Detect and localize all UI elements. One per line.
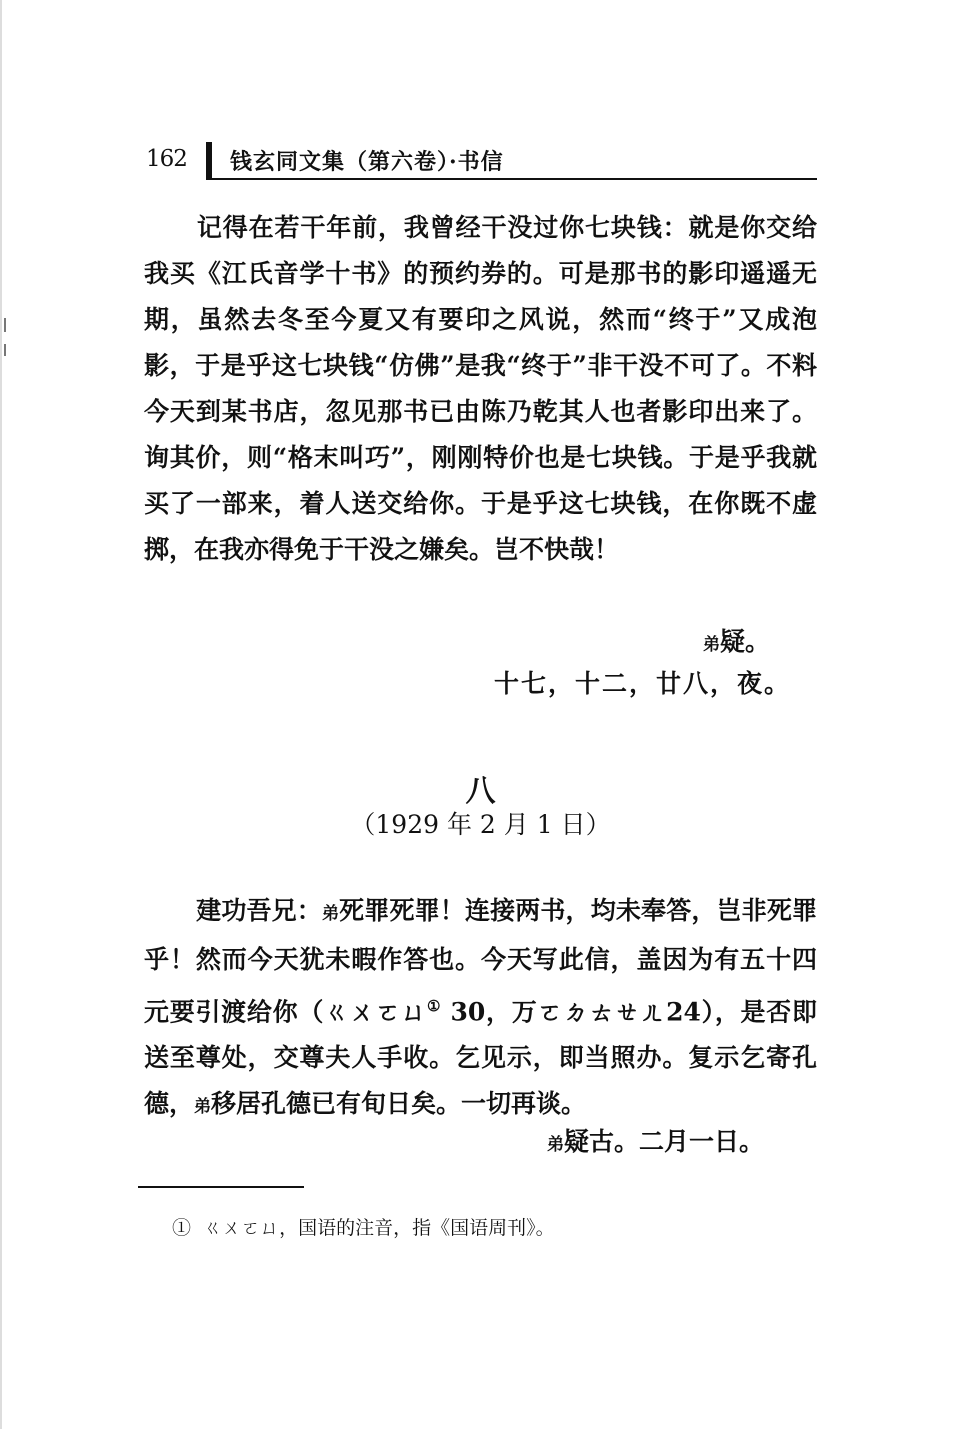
- section-date: （1929 年 2 月 1 日）: [350, 810, 611, 839]
- footnote-mark: ①: [172, 1217, 192, 1239]
- footnote-rule: [138, 1186, 304, 1188]
- section-number: 八: [465, 774, 496, 809]
- letter-seven-date: 十七，十二，廿八，夜。: [494, 669, 792, 698]
- letter-seven-signature: 弟疑。: [703, 627, 771, 656]
- scan-mark: [4, 318, 6, 332]
- page-number: 162: [146, 146, 187, 172]
- footnote-text: ㄍㄨㄛㄩ，国语的注音，指《国语周刊》。: [203, 1217, 555, 1239]
- footnote-ref: ①: [426, 997, 442, 1015]
- letter-seven-paragraph: [144, 205, 817, 573]
- page-header: [144, 140, 817, 182]
- footnote: [172, 1213, 555, 1240]
- header-bar: [206, 142, 212, 180]
- running-title: 钱玄同文集（第六卷）·书信: [230, 149, 504, 175]
- letter-eight-paragraph: 建功吾兄：弟死罪死罪！连接两书，均未奉答，岂非死罪乎！然而今天犹未暇作答也。今天写此信，盖因为有五十四元要引渡给你（ㄍㄨㄛㄩ① 30，万ㄛㄉㄊㄝㄦ24），是否即送至尊处，交尊夫人手收。乞见示，即当照办。复示乞寄孔德，弟移居孔德已有旬日矣。一切再谈。: [144, 896, 817, 1119]
- salutation: 建功吾兄：: [196, 896, 322, 925]
- header-rule: [206, 178, 817, 180]
- scan-mark: [4, 344, 6, 356]
- letter-eight-signature: 弟疑古。二月一日。: [547, 1127, 765, 1156]
- letter-seven-text: 记得在若干年前，我曾经干没过你七块钱：就是你交给我买《江氏音学十书》的预约券的。可是那书的影印遥遥无期，虽然去冬至今夏又有要印之风说，然而“终于”又成泡影，于是乎这七块钱“仿佛”是我“终于”非干没不可了。不料今天到某书店，忽见那书已由陈乃乾其人也者影印出来了。询其价，则“格末叫巧”，刚刚特价也是七块钱。于是乎我就买了一部来，着人送交给你。于是乎这七块钱，在你既不虚掷，在我亦得免于干没之嫌矣。岂不快哉！: [144, 213, 817, 564]
- page-edge-line: [0, 0, 2, 1429]
